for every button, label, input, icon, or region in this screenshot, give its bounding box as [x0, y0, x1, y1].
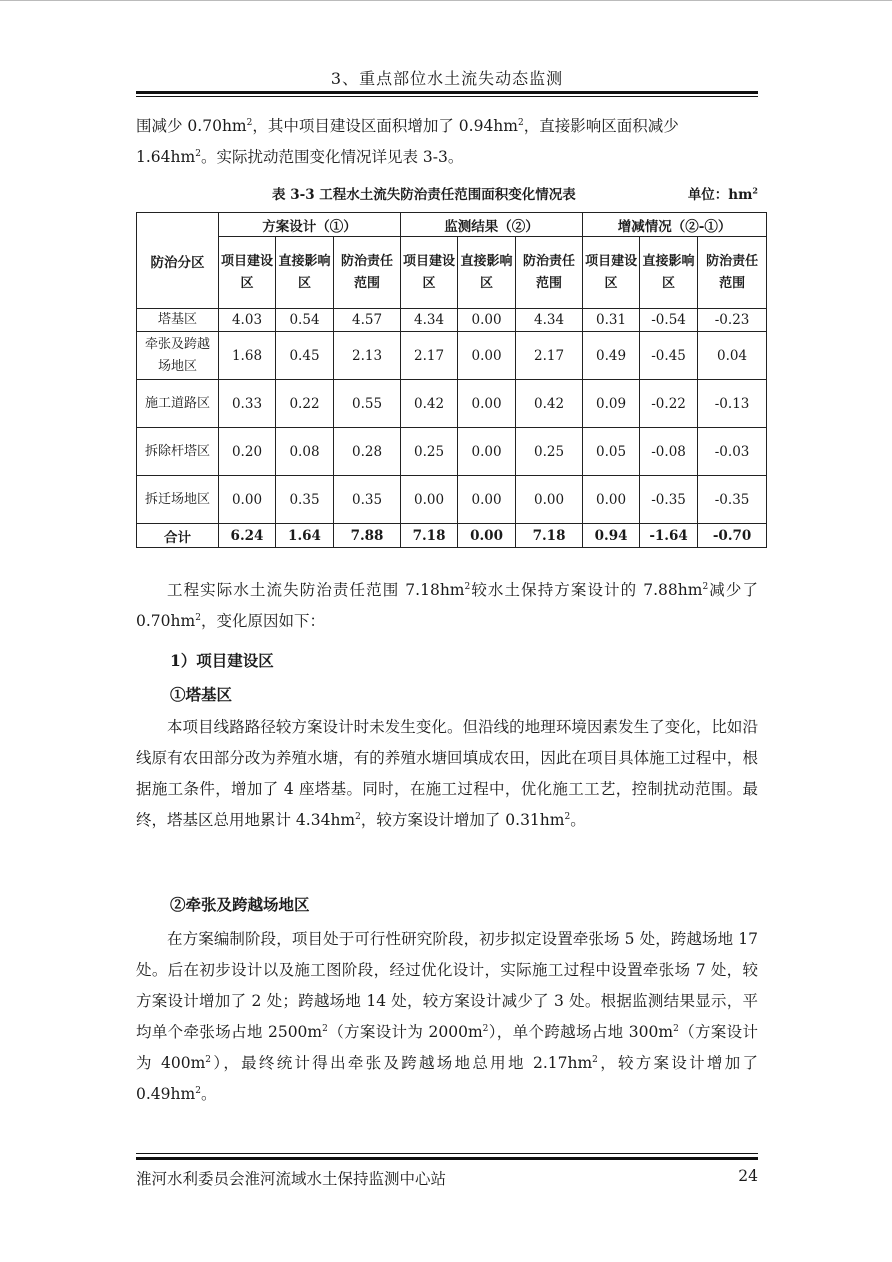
table-cell: -0.03 [698, 428, 767, 476]
table-cell: 0.04 [698, 332, 767, 380]
table-cell: 0.25 [401, 428, 458, 476]
table-cell: 0.25 [516, 428, 583, 476]
table-cell: 0.00 [458, 380, 516, 428]
table-cell: 0.00 [458, 428, 516, 476]
row-label: 合计 [137, 524, 219, 548]
table-cell: 0.00 [458, 309, 516, 332]
table-row [137, 332, 767, 380]
group-header-change: 增减情况（②-①） [583, 213, 767, 237]
table-row [137, 428, 767, 476]
table-cell: 2.17 [516, 332, 583, 380]
running-header: 3、重点部位水土流失动态监测 [330, 69, 564, 88]
col-zone-header: 防治分区 [137, 213, 219, 309]
header-rule [136, 91, 758, 94]
table-cell: 0.20 [219, 428, 276, 476]
table-cell: 4.03 [219, 309, 276, 332]
table-cell: 0.94 [583, 524, 640, 548]
table-cell: 2.17 [401, 332, 458, 380]
subcol-header: 防治责任范围 [334, 237, 401, 309]
row-label: 牵张及跨越场地区 [137, 332, 219, 380]
subcol-header: 防治责任范围 [698, 237, 767, 309]
table-cell: 7.18 [516, 524, 583, 548]
table-cell: 0.09 [583, 380, 640, 428]
row-label: 拆除杆塔区 [137, 428, 219, 476]
table-cell: -0.13 [698, 380, 767, 428]
table-title: 表 3-3 工程水土流失防治责任范围面积变化情况表 [272, 187, 576, 203]
table-cell: 0.00 [583, 476, 640, 524]
table-row [137, 476, 767, 524]
table-cell: 0.00 [516, 476, 583, 524]
table-cell: 0.00 [458, 332, 516, 380]
table-cell: 0.00 [401, 476, 458, 524]
area-change-table [136, 212, 767, 548]
row-label: 塔基区 [137, 309, 219, 332]
table-cell: -1.64 [640, 524, 698, 548]
table-cell: -0.35 [640, 476, 698, 524]
table-cell: 1.64 [276, 524, 334, 548]
table-caption [136, 184, 766, 206]
section-heading: 1）项目建设区 [170, 651, 274, 670]
table-cell: 0.54 [276, 309, 334, 332]
intro-paragraph: 围减少 $0.70hm^2$，其中项目建设区面积增加了 $0.94hm^2$，直接影响区面积减少 $1.64hm^2$。实际扰动范围变化情况详见表 3-3。 [136, 117, 679, 166]
subcol-header: 直接影响区 [458, 237, 516, 309]
header-rule-thin [136, 96, 758, 97]
table-cell: 2.13 [334, 332, 401, 380]
table-cell: 0.55 [334, 380, 401, 428]
table-cell: 4.34 [401, 309, 458, 332]
subcol-header: 防治责任范围 [516, 237, 583, 309]
table-cell: 0.00 [458, 476, 516, 524]
table-row [137, 380, 767, 428]
page-number: 24 [738, 1167, 758, 1185]
table-cell: 0.35 [334, 476, 401, 524]
table-cell: 0.42 [401, 380, 458, 428]
table-cell: 4.57 [334, 309, 401, 332]
group-header-plan: 方案设计（①） [219, 213, 401, 237]
table-cell: 6.24 [219, 524, 276, 548]
table-cell: 0.08 [276, 428, 334, 476]
group-header-monitor: 监测结果（②） [401, 213, 583, 237]
table-cell: 0.22 [276, 380, 334, 428]
row-label: 拆迁场地区 [137, 476, 219, 524]
table-cell: -0.23 [698, 309, 767, 332]
table-total-row [137, 524, 767, 548]
table-cell: -0.22 [640, 380, 698, 428]
table-cell: 7.88 [334, 524, 401, 548]
footer-organization: 淮河水利委员会淮河流域水土保持监测中心站 [136, 1170, 447, 1188]
table-cell: 0.31 [583, 309, 640, 332]
table-cell: 7.18 [401, 524, 458, 548]
footer-rule [136, 1157, 758, 1160]
table-cell: 1.68 [219, 332, 276, 380]
table-row [137, 309, 767, 332]
table-group-header-row [137, 213, 767, 237]
table-cell: 0.00 [219, 476, 276, 524]
subsection-heading: ②牵张及跨越场地区 [170, 895, 310, 914]
subcol-header: 项目建设区 [219, 237, 276, 309]
tower-area-paragraph: 本项目线路路径较方案设计时未发生变化。但沿线的地理环境因素发生了变化，比如沿线原有农田部分改为养殖水塘，有的养殖水塘回填成农田，因此在项目具体施工过程中，根据施工条件，增加了 4 座塔基。同时，在施工过程中，优化施工工艺，控制扰动范围。最终，塔基区总用地累计 $4.34hm^2$，较方案设计增加了 $0.31hm^2$。 [136, 718, 758, 829]
table-cell: -0.70 [698, 524, 767, 548]
subcol-header: 项目建设区 [401, 237, 458, 309]
table-cell: -0.54 [640, 309, 698, 332]
stringing-area-paragraph: 在方案编制阶段，项目处于可行性研究阶段，初步拟定设置牵张场 5 处，跨越场地 17 处。后在初步设计以及施工图阶段，经过优化设计，实际施工过程中设置牵张场 7 处，较方案设计增加了 2 处；跨越场地 14 处，较方案设计减少了 3 处。根据监测结果显示，平均单个牵张场占地 $2500m^2$（方案设计为 $2000m^2$），单个跨越场占地 $300m^2$（方案设计为 $400m^2$），最终统计得出牵张及跨越场地总用地 $2.17hm^2$，较方案设计增加了 $0.49hm^2$。 [136, 930, 758, 1103]
page-top-border [0, 0, 892, 1]
subcol-header: 直接影响区 [640, 237, 698, 309]
table-cell: 4.34 [516, 309, 583, 332]
table-cell: 0.05 [583, 428, 640, 476]
table-subheader-row [137, 237, 767, 309]
subcol-header: 项目建设区 [583, 237, 640, 309]
table-cell: -0.08 [640, 428, 698, 476]
table-cell: 0.45 [276, 332, 334, 380]
table-cell: 0.49 [583, 332, 640, 380]
table-unit: 单位：$hm^2$ [687, 185, 758, 203]
table-cell: -0.35 [698, 476, 767, 524]
table-cell: 0.33 [219, 380, 276, 428]
table-cell: 0.35 [276, 476, 334, 524]
row-label: 施工道路区 [137, 380, 219, 428]
table-cell: 0.00 [458, 524, 516, 548]
table-cell: -0.45 [640, 332, 698, 380]
subsection-heading: ①塔基区 [170, 685, 233, 704]
table-cell: 0.42 [516, 380, 583, 428]
change-summary-paragraph: 工程实际水土流失防治责任范围 $7.18hm^2$较水土保持方案设计的 $7.88hm^2$减少了 $0.70hm^2$，变化原因如下： [136, 581, 758, 630]
subcol-header: 直接影响区 [276, 237, 334, 309]
footer-rule-thin [136, 1153, 758, 1154]
table-cell: 0.28 [334, 428, 401, 476]
